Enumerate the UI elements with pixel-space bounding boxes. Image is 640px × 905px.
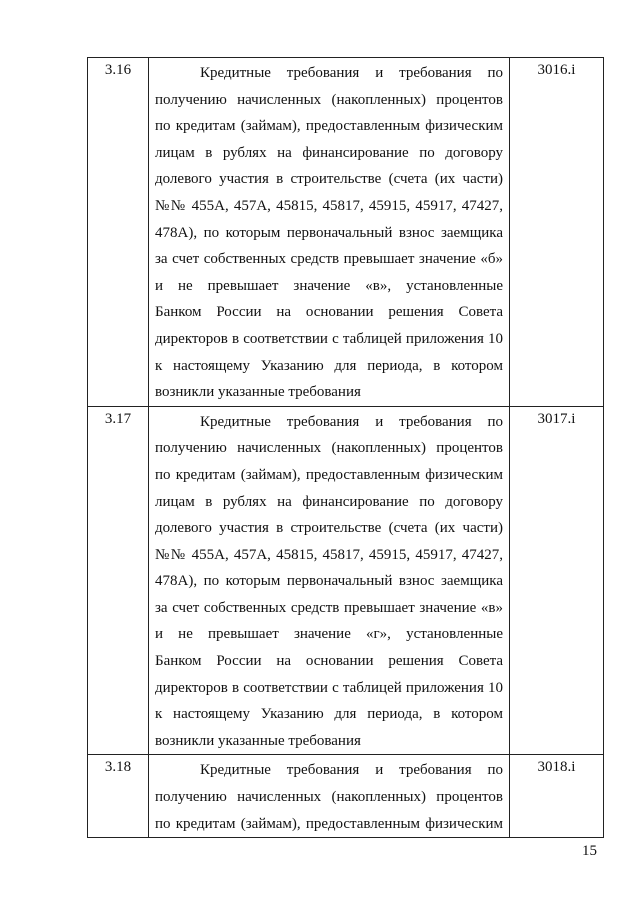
text-line: долевого участия в строительстве (счета (их части) [155,171,503,188]
table-row [88,755,604,838]
text-line: по кредитам (займам), предоставленным физическим [155,466,503,483]
text-line: лицам в рублях на финансирование по договору [155,144,503,161]
text-line: получению начисленных (накопленных) процентов [155,91,503,108]
text-line: к настоящему Указанию для периода, в котором [155,357,503,374]
text-line: Банком России на основании решения Совета [155,653,503,670]
text-line: 478А), по которым первоначальный взнос заемщика [155,573,503,590]
table-row [88,58,604,407]
text-line: получению начисленных (накопленных) процентов [155,440,503,457]
text-line: возникли указанные требования [155,732,361,749]
text-line: директоров в соответствии с таблицей приложения 10 [155,330,503,347]
text-line: №№ 455А, 457А, 45815, 45817, 45915, 45917, 47427, [155,546,503,563]
text-line: Кредитные требования и требования по [200,762,503,779]
text-line: директоров в соответствии с таблицей приложения 10 [155,679,503,696]
text-line: и не превышает значение «в», установленные [155,277,503,294]
text-line: №№ 455А, 457А, 45815, 45817, 45915, 45917, 47427, [155,197,503,214]
row-number-cell: 3.17 [88,406,149,755]
text-line: Банком России на основании решения Совета [155,304,503,321]
text-line: по кредитам (займам), предоставленным физическим [155,118,503,135]
text-line: и не превышает значение «г», установленные [155,626,503,643]
row-code-cell: 3017.i [510,406,604,755]
text-line: за счет собственных средств превышает значение «в» [155,599,503,616]
text-line: Кредитные требования и требования по [200,65,503,81]
text-line: 478А), по которым первоначальный взнос заемщика [155,224,503,241]
row-description-cell [149,58,510,407]
text-line: по кредитам (займам), предоставленным физическим [155,815,503,832]
text-line: возникли указанные требования [155,384,361,401]
row-code-cell: 3016.i [510,58,604,407]
row-number-cell: 3.18 [88,755,149,838]
text-line: Кредитные требования и требования по [200,413,503,430]
row-code-cell: 3018.i [510,755,604,838]
text-line: лицам в рублях на финансирование по договору [155,493,503,510]
text-line: получению начисленных (накопленных) процентов [155,789,503,806]
row-description-cell [149,755,510,838]
text-line: долевого участия в строительстве (счета (их части) [155,520,503,537]
requirements-table [87,57,604,838]
row-number-cell: 3.16 [88,58,149,407]
text-line: к настоящему Указанию для периода, в котором [155,706,503,723]
page-number: 15 [582,843,597,859]
text-line: за счет собственных средств превышает значение «б» [155,251,503,268]
row-description-cell [149,406,510,755]
table-row [88,406,604,755]
